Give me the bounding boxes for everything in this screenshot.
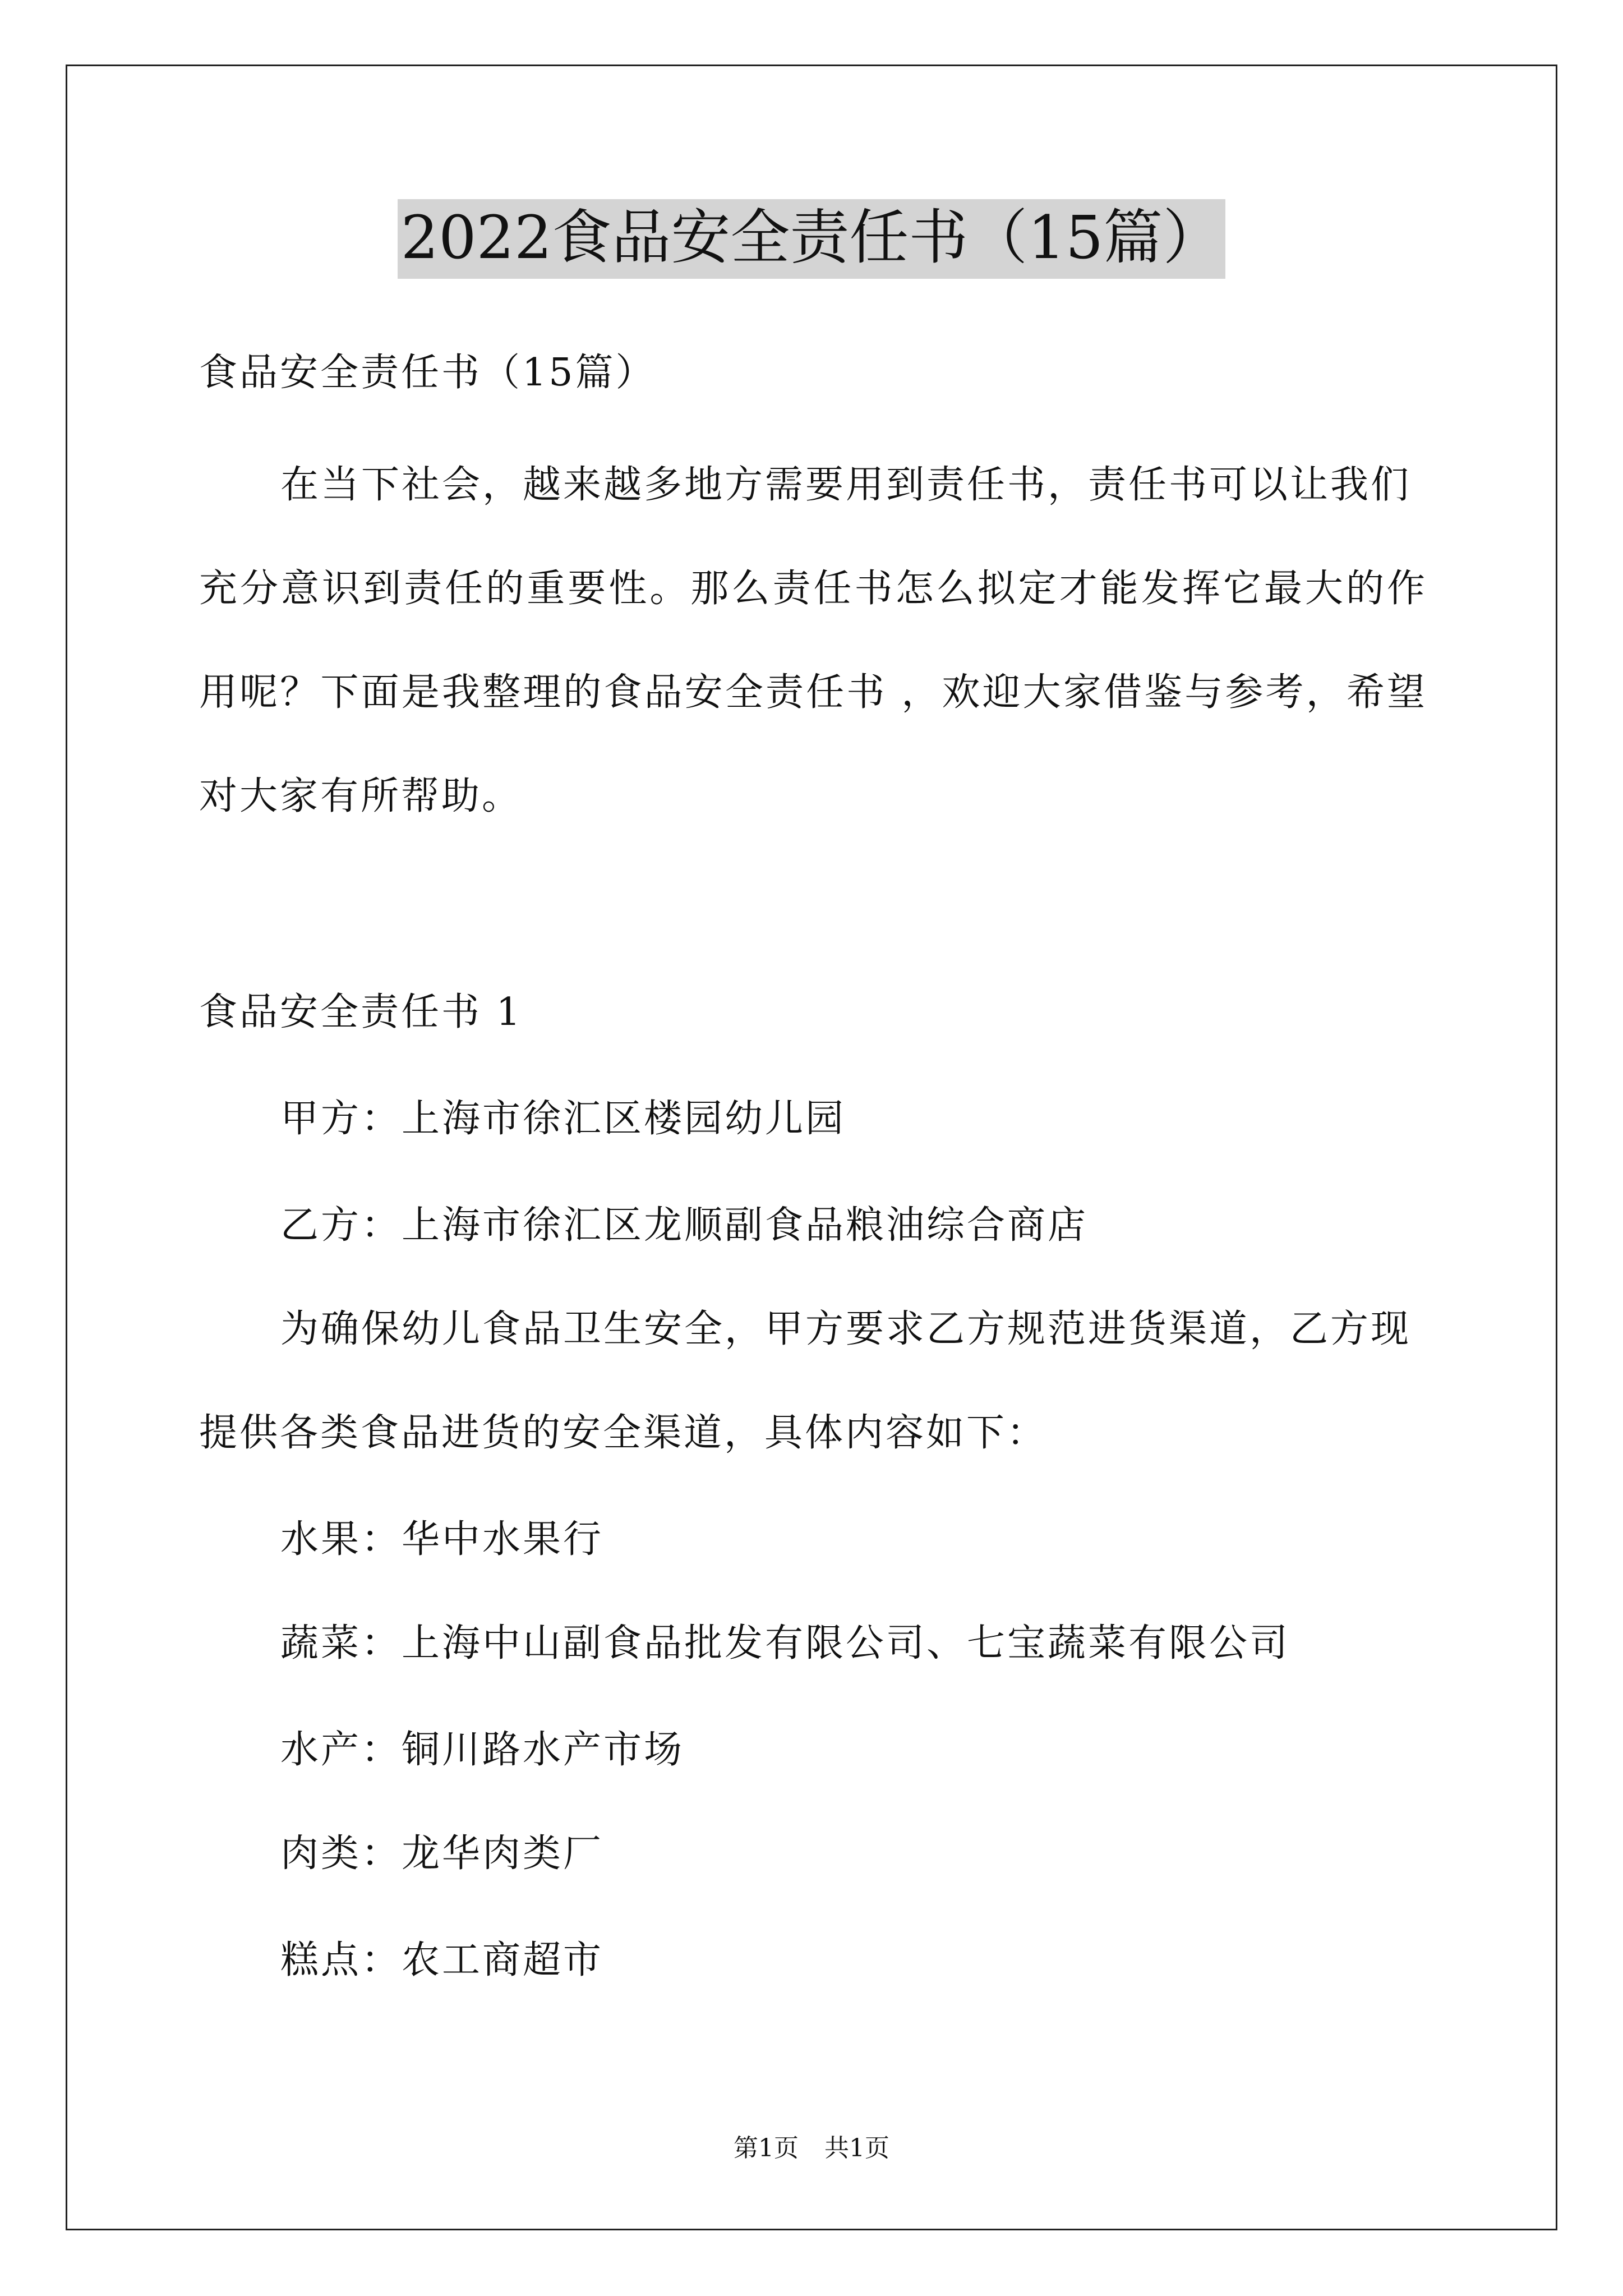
- supply-item-fruit: 水果：华中水果行: [280, 1517, 604, 1562]
- party-a: 甲方：上海市徐汇区楼园幼儿园: [280, 1097, 846, 1141]
- supply-item-pastry: 糕点：农工商超市: [280, 1938, 604, 1982]
- supply-item-meat: 肉类：龙华肉类厂: [280, 1832, 604, 1876]
- party-b: 乙方：上海市徐汇区龙顺副食品粮油综合商店: [280, 1203, 1089, 1248]
- purpose-line-1: 为确保幼儿食品卫生安全，甲方要求乙方规范进货渠道，乙方现: [280, 1307, 1412, 1351]
- purpose-line-2: 提供各类食品进货的安全渠道，具体内容如下：: [199, 1411, 1048, 1455]
- document-title-text: 2022食品安全责任书（15篇）: [398, 199, 1226, 279]
- intro-line-4: 对大家有所帮助。: [199, 774, 523, 818]
- intro-line-3: 用呢？下面是我整理的食品安全责任书 ，欢迎大家借鉴与参考，希望: [199, 670, 1427, 715]
- footer-total-pages: 共1页: [824, 2134, 889, 2162]
- document-title: [0, 199, 1623, 279]
- subtitle: 食品安全责任书（15篇）: [199, 351, 656, 395]
- intro-line-1: 在当下社会，越来越多地方需要用到责任书，责任书可以让我们: [280, 463, 1412, 507]
- supply-item-seafood: 水产：铜川路水产市场: [280, 1728, 685, 1772]
- intro-line-2: 充分意识到责任的重要性。那么责任书怎么拟定才能发挥它最大的作: [199, 567, 1427, 611]
- supply-item-vegetables: 蔬菜：上海中山副食品批发有限公司、七宝蔬菜有限公司: [280, 1621, 1290, 1665]
- page-footer: [0, 2132, 1623, 2165]
- section-heading: 食品安全责任书 1: [199, 990, 523, 1034]
- footer-page-number: 第1页: [734, 2134, 799, 2162]
